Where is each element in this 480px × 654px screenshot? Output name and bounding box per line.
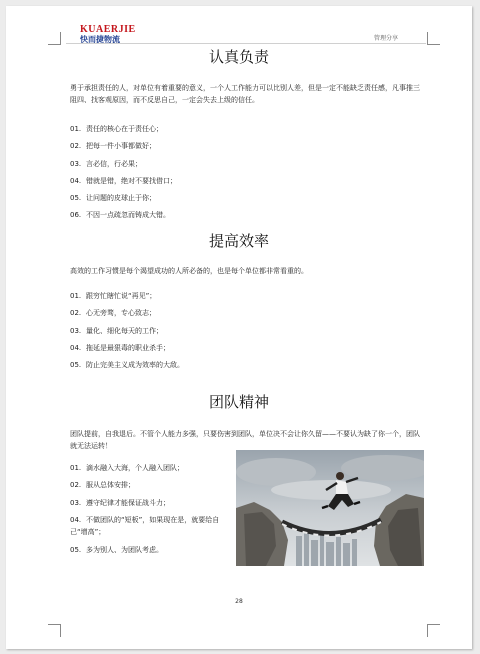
header-tag: 管理分享: [374, 35, 399, 42]
item-text: 跟穷忙瞎忙说“再见”；: [86, 292, 157, 300]
section-title: 认真负责: [208, 48, 269, 66]
list-item: [70, 123, 422, 140]
section-intro: 高效的工作习惯是每个渴望成功的人所必备的，也是每个单位都非常看重的。: [70, 267, 308, 275]
logo-english: KUAERJIE: [80, 24, 136, 35]
item-number: 03.: [70, 326, 82, 335]
item-number: 04.: [70, 176, 82, 185]
section-list: [70, 290, 422, 376]
item-number: 03.: [70, 498, 82, 507]
item-number: 02.: [70, 142, 82, 151]
section-list: [70, 123, 422, 227]
section-title: 提高效率: [208, 232, 269, 250]
item-text: 言必信，行必果；: [86, 159, 142, 168]
list-item: [70, 325, 422, 342]
item-text: 滴水融入大海，个人融入团队；: [86, 464, 184, 472]
page-number: 28: [235, 598, 243, 605]
company-logo: [80, 25, 136, 45]
list-item: [70, 497, 234, 514]
list-item: [70, 479, 234, 496]
crop-mark-top-right: [427, 32, 440, 45]
list-item: [70, 140, 422, 157]
item-number: 02.: [70, 309, 82, 318]
item-text: 错就是错，绝对不要找借口；: [86, 176, 177, 185]
list-item: [70, 192, 422, 209]
item-number: 04.: [70, 515, 82, 524]
list-item: [70, 359, 422, 376]
header-rule: [66, 43, 426, 44]
list-item: [70, 544, 234, 561]
item-number: 02.: [70, 481, 82, 490]
item-number: 01.: [70, 292, 82, 300]
item-text: 遵守纪律才能保证战斗力；: [86, 498, 170, 507]
item-number: 06.: [70, 211, 82, 220]
logo-chinese: 快而捷物流: [80, 35, 120, 44]
crop-mark-top-left: [48, 32, 61, 45]
item-number: 05.: [70, 361, 82, 370]
document-page: [6, 6, 472, 649]
section-intro: 团队提前，自我退后。不管个人能力多强，只要伤害到团队，单位决不会让你久留——不要认为缺了你一个，团队就无法运转！: [70, 430, 420, 450]
list-item: [70, 342, 422, 359]
item-number: 01.: [70, 464, 82, 472]
crop-mark-bottom-right: [427, 624, 440, 637]
item-number: 01.: [70, 125, 82, 133]
list-item: [70, 158, 422, 175]
item-text: 多为别人、为团队考虑。: [86, 545, 163, 554]
item-text: 拖延是最狠毒的职业杀手；: [86, 343, 170, 352]
item-text: 让问题的皮球止于你；: [86, 194, 156, 203]
section-intro: 勇于承担责任的人，对单位有着重要的意义，一个人工作能力可以比别人差，但是一定不能缺乏责任感，凡事推三阻四、找客观原因，而不反思自己，一定会失去上级的信任。: [70, 84, 420, 104]
item-text: 防止完美主义成为效率的大敌。: [86, 361, 184, 370]
list-item: [70, 209, 422, 226]
list-item: [70, 462, 234, 479]
item-text: 不做团队的“短板”，如果现在是，就要给自己“增高”；: [70, 515, 220, 536]
list-item: [70, 514, 234, 544]
item-text: 服从总体安排；: [86, 481, 135, 490]
item-number: 05.: [70, 194, 82, 203]
item-number: 05.: [70, 545, 82, 554]
item-text: 心无旁骛，专心致志；: [86, 309, 156, 318]
list-item: [70, 307, 422, 324]
list-item: [70, 290, 422, 307]
item-text: 不因一点疏忽而铸成大错。: [86, 211, 170, 220]
item-text: 把每一件小事都做好；: [86, 142, 156, 151]
section-title: 团队精神: [208, 393, 269, 411]
teamwork-photo: [236, 450, 424, 566]
item-number: 03.: [70, 159, 82, 168]
item-text: 责任的核心在于责任心；: [86, 125, 163, 133]
item-number: 04.: [70, 343, 82, 352]
item-text: 量化、细化每天的工作；: [86, 326, 163, 335]
crop-mark-bottom-left: [48, 624, 61, 637]
list-item: [70, 175, 422, 192]
section-list: [70, 462, 234, 561]
